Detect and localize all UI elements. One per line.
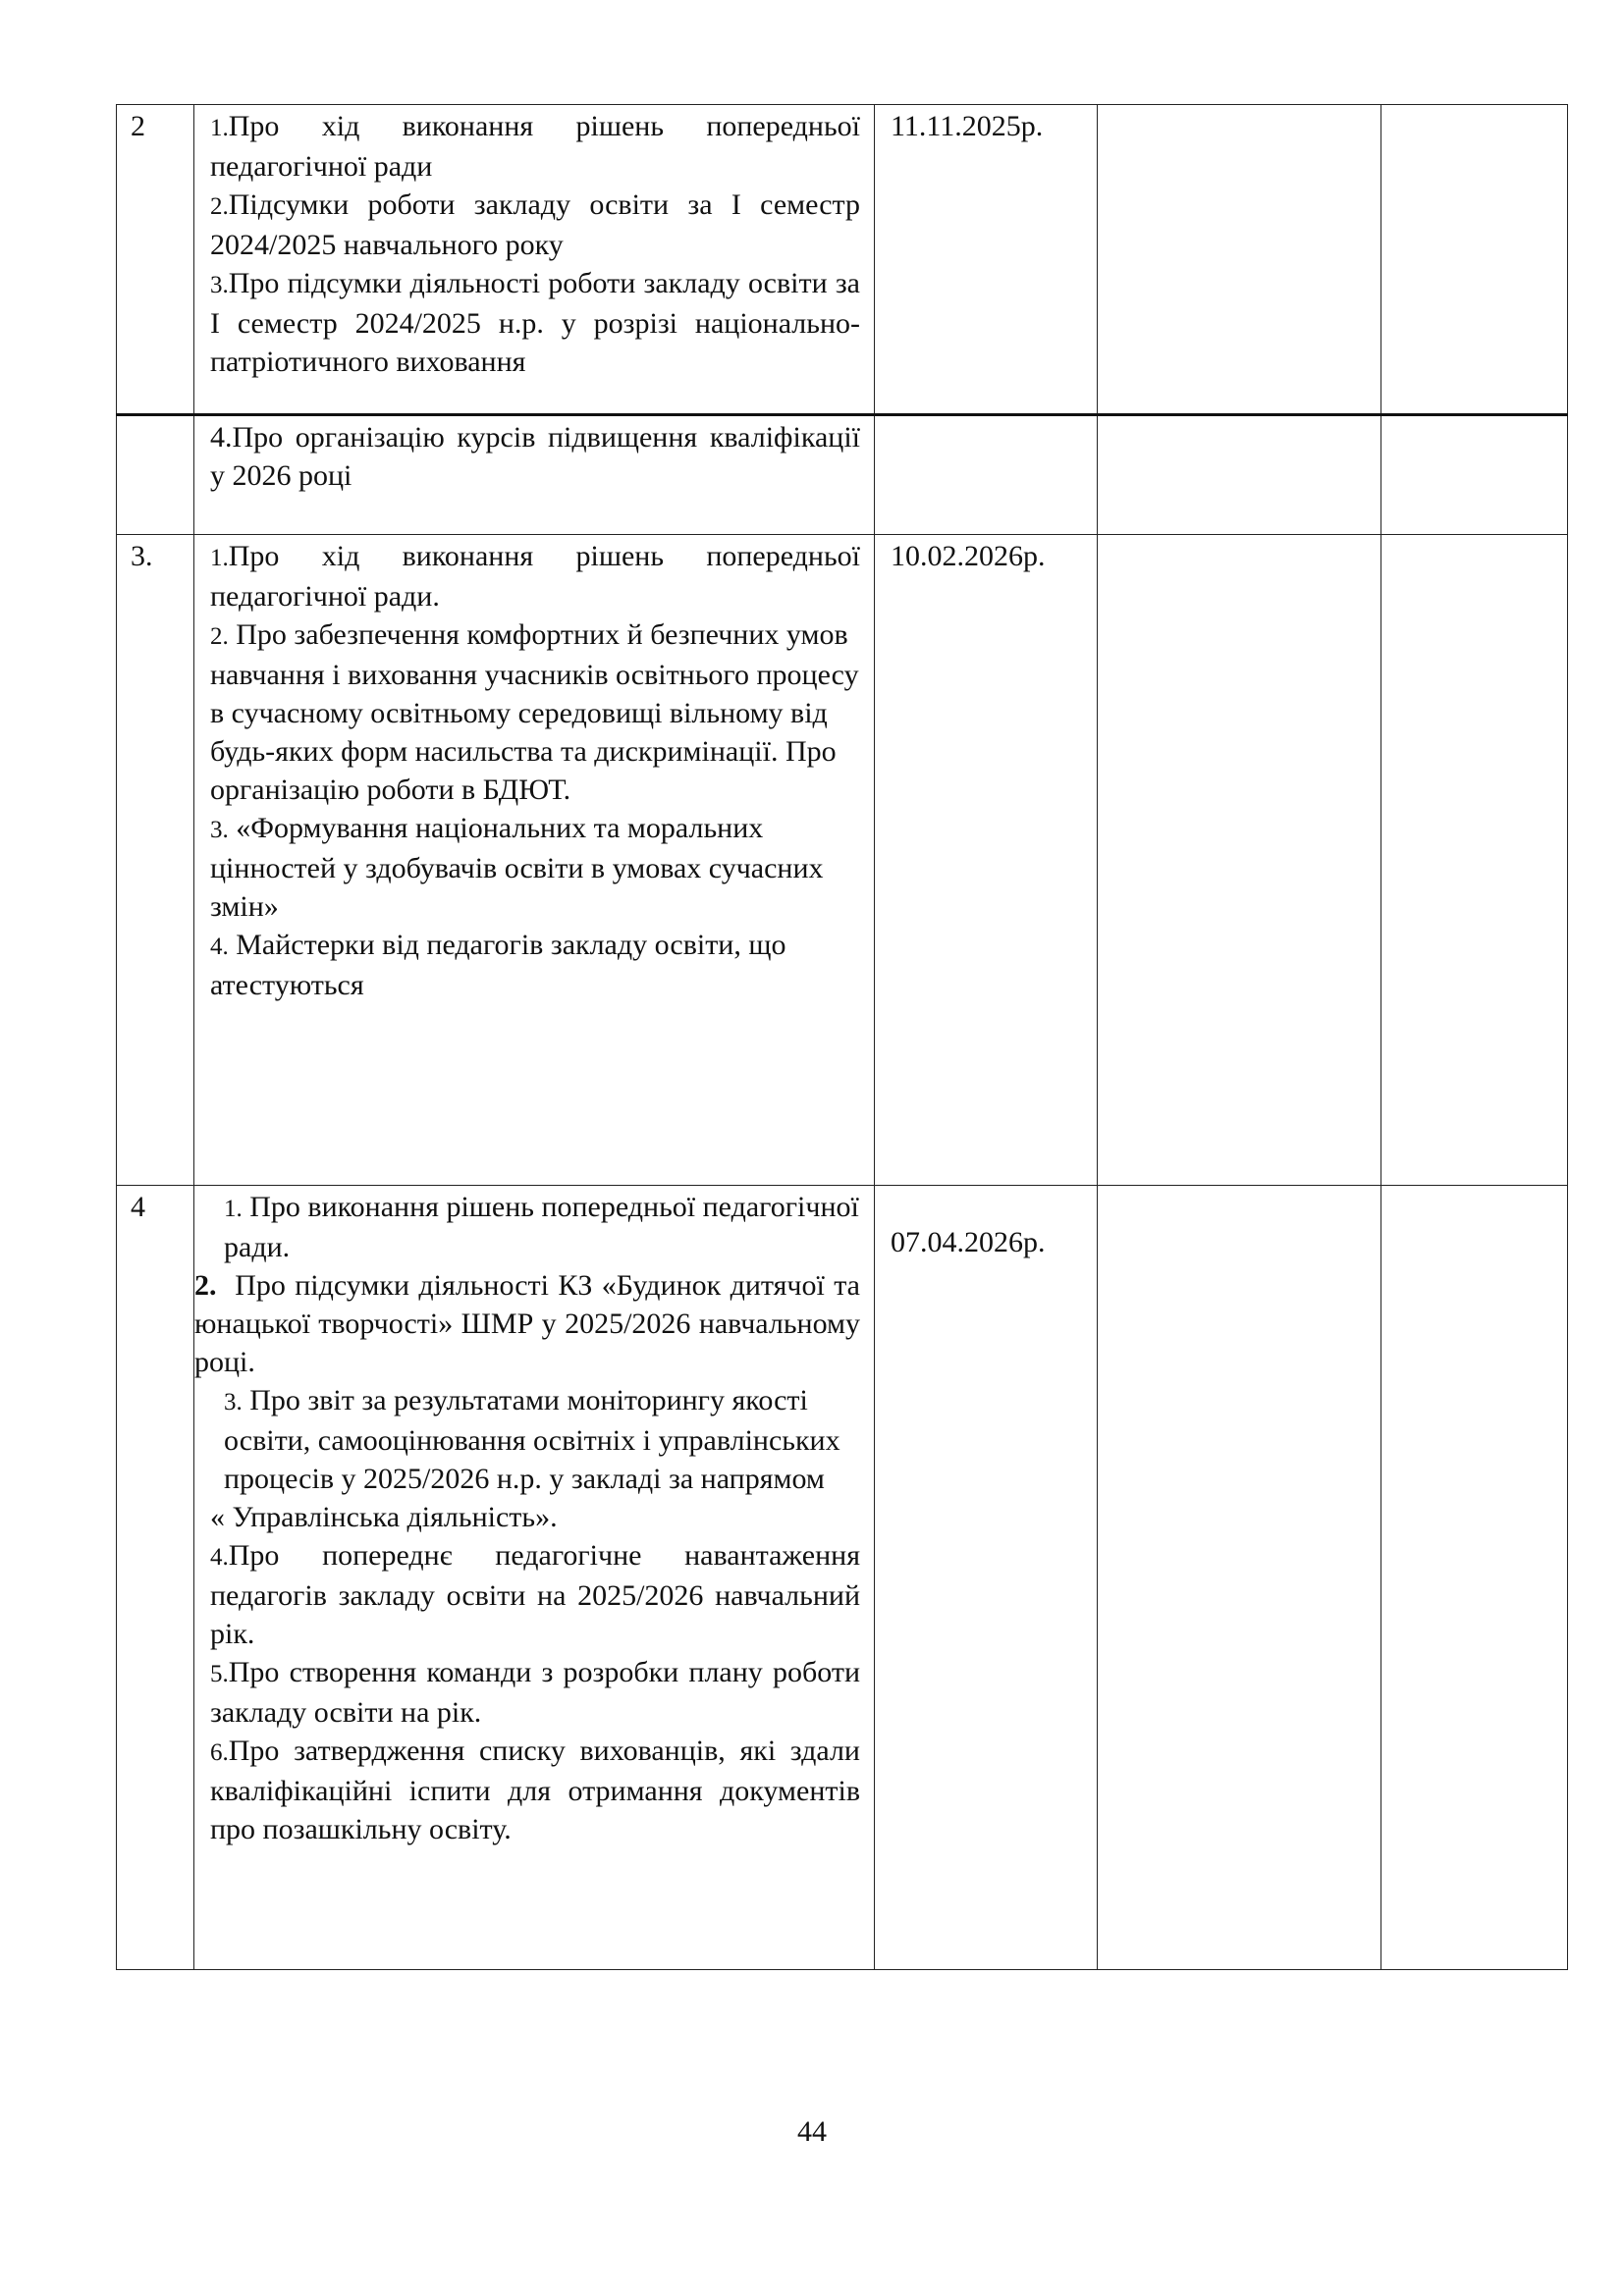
list-item: 5.Про створення команди з розробки плану роботи закладу освіти на рік. xyxy=(210,1656,860,1729)
list-item: 2. Про підсумки діяльності КЗ «Будинок дитячої та юнацької творчості» ШМР у 2025/2026 навчальному році. xyxy=(194,1269,860,1378)
row-number: 4 xyxy=(117,1186,194,1970)
list-item: 1.Про хід виконання рішень попередньої педагогічної ради. xyxy=(210,540,860,613)
table-row xyxy=(117,105,1568,415)
meeting-date: 10.02.2026р. xyxy=(875,535,1098,1186)
list-item: 4.Про попереднє педагогічне навантаження педагогів закладу освіти на 2025/2026 навчальний рік. xyxy=(210,1539,860,1650)
list-item: 3. «Формування національних та моральних цінностей у здобувачів освіти в умовах сучасних змін» xyxy=(210,812,824,923)
row-number xyxy=(117,415,194,535)
empty-cell xyxy=(1098,415,1381,535)
meeting-date-cell xyxy=(875,1186,1098,1970)
list-item: « Управлінська діяльність». xyxy=(210,1501,558,1533)
empty-cell xyxy=(1381,415,1568,535)
row-number: 2 xyxy=(117,105,194,415)
meeting-plan-table xyxy=(116,104,1568,1970)
empty-cell xyxy=(1381,1186,1568,1970)
list-item: 2.Підсумки роботи закладу освіти за І семестр 2024/2025 навчального року xyxy=(210,188,860,261)
empty-cell xyxy=(1098,105,1381,415)
list-item: 3. Про звіт за результатами моніторингу якості освіти, самооцінювання освітніх і управлінських процесів у 2025/2026 н.р. у закладі за напрямом xyxy=(224,1384,840,1495)
meeting-date: 07.04.2026р. xyxy=(891,1226,1046,1258)
topics-cell xyxy=(194,1186,875,1970)
topics-cell xyxy=(194,105,875,415)
table-row xyxy=(117,1186,1568,1970)
list-item: 1. Про виконання рішень попередньої педагогічної ради. xyxy=(224,1191,859,1263)
topics-cell xyxy=(194,415,875,535)
empty-cell xyxy=(1098,535,1381,1186)
row-number: 3. xyxy=(117,535,194,1186)
empty-cell xyxy=(1098,1186,1381,1970)
empty-cell xyxy=(1381,535,1568,1186)
meeting-date xyxy=(875,415,1098,535)
list-item: 1.Про хід виконання рішень попередньої педагогічної ради xyxy=(210,110,860,183)
list-item: 4.Про організацію курсів підвищення кваліфікації у 2026 році xyxy=(210,421,860,492)
list-item: 6.Про затвердження списку вихованців, які здали кваліфікаційні іспити для отримання документів про позашкільну освіту. xyxy=(210,1735,860,1845)
list-item: 4. Майстерки від педагогів закладу освіти, що атестуються xyxy=(210,929,786,1001)
empty-cell xyxy=(1381,105,1568,415)
meeting-date: 11.11.2025р. xyxy=(875,105,1098,415)
topics-cell xyxy=(194,535,875,1186)
list-item: 2. Про забезпечення комфортних й безпечних умов навчання і виховання учасників освітнього процесу в сучасному освітньому середовищі вільному від будь-яких форм насильства та дискримінації. Про організацію роботи в БДЮТ. xyxy=(210,618,859,806)
table-row xyxy=(117,415,1568,535)
page-number: 44 xyxy=(797,2115,827,2148)
table-row xyxy=(117,535,1568,1186)
list-item: 3.Про підсумки діяльності роботи закладу освіти за І семестр 2024/2025 н.р. у розрізі національно-патріотичного виховання xyxy=(210,267,860,378)
